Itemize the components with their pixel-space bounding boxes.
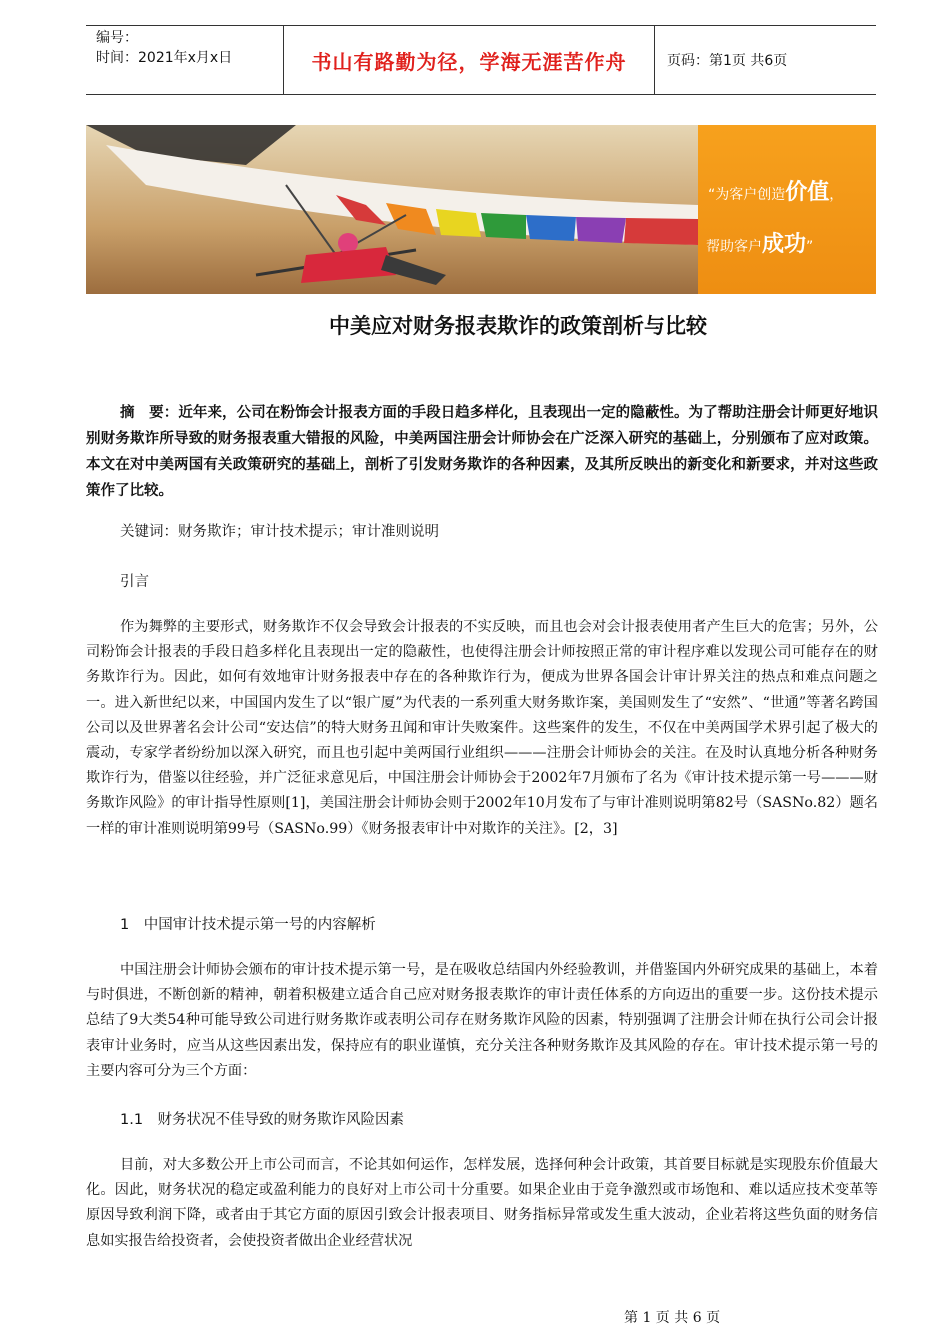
number-label: 编号： [96,30,138,46]
header-motto: 书山有路勤为径，学海无涯苦作舟 [284,26,655,94]
slogan-panel [698,125,876,294]
hang-glider-photo [86,125,698,294]
section-1-paragraph: 中国注册会计师协会颁布的审计技术提示第一号，是在吸收总结国内外经验教训，并借鉴国内外研究成果的基础上，本着与时俱进，不断创新的精神，朝着积极建立适合自己应对财务报表欺诈的审计责任体系的方向迈出的重要一步。这份技术提示总结了9大类54种可能导致公司进行财务欺诈或表明公司存在财务欺诈风险的因素，特别强调了注册会计师在执行公司会计报表审计业务时，应当从这些因素出发，保持应有的职业谨慎，充分关注各种财务欺诈及其风险的存在。审计技术提示第一号的主要内容可分为三个方面： [86,962,878,1079]
slogan-line-2: 帮助客户成功” [706,232,814,257]
section-1-heading: 1 中国审计技术提示第一号的内容解析 [120,917,376,933]
header-page-label: 页码：第1页 共6页 [667,53,788,69]
section-1-1-heading: 1.1 财务状况不佳导致的财务欺诈风险因素 [120,1112,405,1128]
page-footer: 第 1 页 共 6 页 [624,1310,721,1326]
hang-glider-illustration [86,125,698,294]
section-1-1-paragraph: 目前，对大多数公开上市公司而言，不论其如何运作，怎样发展，选择何种会计政策，其首要目标就是实现股东价值最大化。因此，财务状况的稳定或盈利能力的良好对上市公司十分重要。如果企业由于竞争激烈或市场饱和、难以适应技术变革等原因导致利润下降，或者由于其它方面的原因引致会计报表项目、财务指标异常或发生重大波动，企业若将这些负面的财务信息如实报告给投资者，会使投资者做出企业经营状况 [86,1157,878,1249]
slogan-line-1: “为客户创造价值， [708,180,844,205]
document-title: 中美应对财务报表欺诈的政策剖析与比较 [329,314,707,338]
header-meta [86,26,284,94]
intro-paragraph: 作为舞弊的主要形式，财务欺诈不仅会导致会计报表的不实反映，而且也会对会计报表使用者产生巨大的危害；另外，公司粉饰会计报表的手段日趋多样化且表现出一定的隐蔽性，也使得注册会计师按照正常的审计程序难以发现公司可能存在的财务欺诈行为。因此，如何有效地审计财务报表中存在的各种欺诈行为，便成为世界各国会计审计界关注的热点和难点问题之一。进入新世纪以来，中国国内发生了以“银广厦”为代表的一系列重大财务欺诈案，美国则发生了“安然”、“世通”等著名跨国公司以及世界著名会计公司“安达信”的特大财务丑闻和审计失败案件。这些案件的发生，不仅在中美两国学术界引起了极大的震动，专家学者纷纷加以深入研究，而且也引起中美两国行业组织———注册会计师协会的关注。在及时认真地分析各种财务欺诈行为，借鉴以往经验，并广泛征求意见后，中国注册会计师协会于2002年7月颁布了名为《审计技术提示第一号———财务欺诈风险》的审计指导性原则[1]，美国注册会计师协会则于2002年10月发布了与审计准则说明第82号（SASNo.82）题名一样的审计准则说明第99号（SASNo.99）《财务报表审计中对欺诈的关注》。[2，3] [86,619,878,837]
time-label: 时间：2021年x月x日 [96,50,233,66]
abstract: 摘 要：近年来，公司在粉饰会计报表方面的手段日趋多样化，且表现出一定的隐蔽性。为了帮助注册会计师更好地识别财务欺诈所导致的财务报表重大错报的风险，中美两国注册会计师协会在广泛深入研究的基础上，分别颁布了应对政策。本文在对中美两国有关政策研究的基础上，剖析了引发财务欺诈的各种因素，及其所反映出的新变化和新要求，并对这些政策作了比较。 [86,405,878,499]
keywords: 关键词：财务欺诈；审计技术提示；审计准则说明 [120,524,439,540]
banner [86,125,876,294]
page-header [86,25,876,95]
intro-heading: 引言 [120,574,149,590]
